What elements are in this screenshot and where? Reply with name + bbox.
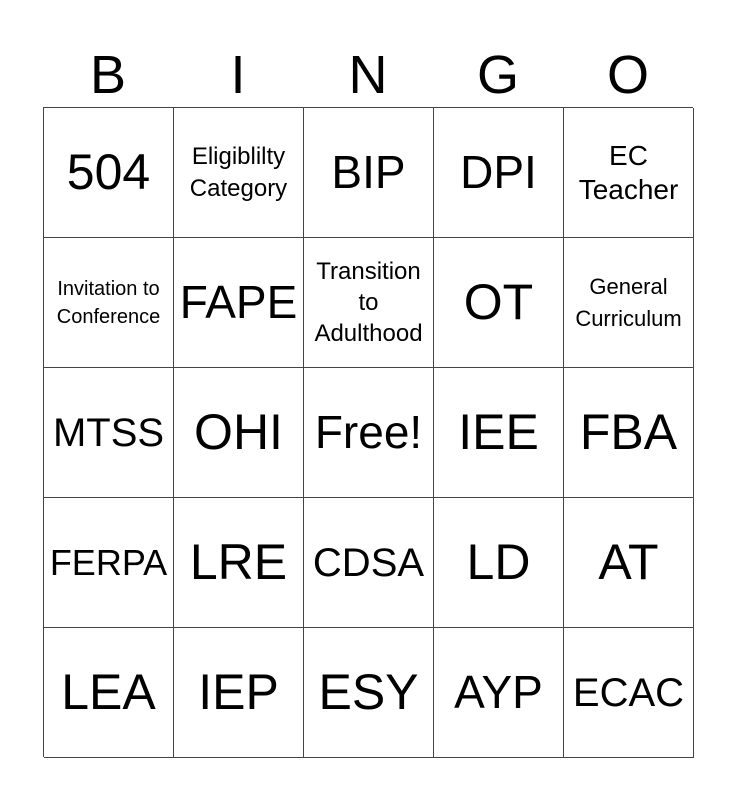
bingo-cell[interactable]: AT bbox=[564, 498, 694, 628]
bingo-cell[interactable]: Transition to Adulthood bbox=[304, 238, 434, 368]
bingo-cell[interactable]: 504 bbox=[44, 108, 174, 238]
bingo-cell[interactable]: Invitation to Conference bbox=[44, 238, 174, 368]
bingo-cell[interactable]: DPI bbox=[434, 108, 564, 238]
bingo-cell[interactable]: FERPA bbox=[44, 498, 174, 628]
header-letter-g: G bbox=[476, 45, 519, 105]
bingo-cell[interactable]: FBA bbox=[564, 368, 694, 498]
bingo-cell[interactable]: OHI bbox=[174, 368, 304, 498]
bingo-cell[interactable]: LRE bbox=[174, 498, 304, 628]
bingo-cell[interactable]: LD bbox=[434, 498, 564, 628]
free-space[interactable]: Free! bbox=[304, 368, 434, 498]
bingo-cell[interactable]: IEE bbox=[434, 368, 564, 498]
header-letter-b: B bbox=[89, 45, 127, 105]
bingo-cell[interactable]: IEP bbox=[174, 628, 304, 758]
bingo-cell[interactable]: LEA bbox=[44, 628, 174, 758]
bingo-header bbox=[43, 44, 693, 106]
bingo-cell[interactable]: AYP bbox=[434, 628, 564, 758]
bingo-cell[interactable]: EC Teacher bbox=[564, 108, 694, 238]
bingo-cell[interactable]: CDSA bbox=[304, 498, 434, 628]
bingo-cell[interactable]: MTSS bbox=[44, 368, 174, 498]
bingo-board bbox=[43, 107, 693, 757]
header-letter-n: N bbox=[348, 45, 388, 105]
bingo-cell[interactable]: Eligiblilty Category bbox=[174, 108, 304, 238]
bingo-cell[interactable]: ESY bbox=[304, 628, 434, 758]
header-letter-o: O bbox=[606, 45, 649, 105]
header-letter-i: I bbox=[230, 45, 246, 105]
bingo-cell[interactable]: BIP bbox=[304, 108, 434, 238]
bingo-cell[interactable]: OT bbox=[434, 238, 564, 368]
bingo-cell[interactable]: FAPE bbox=[174, 238, 304, 368]
bingo-cell[interactable]: General Curriculum bbox=[564, 238, 694, 368]
bingo-cell[interactable]: ECAC bbox=[564, 628, 694, 758]
